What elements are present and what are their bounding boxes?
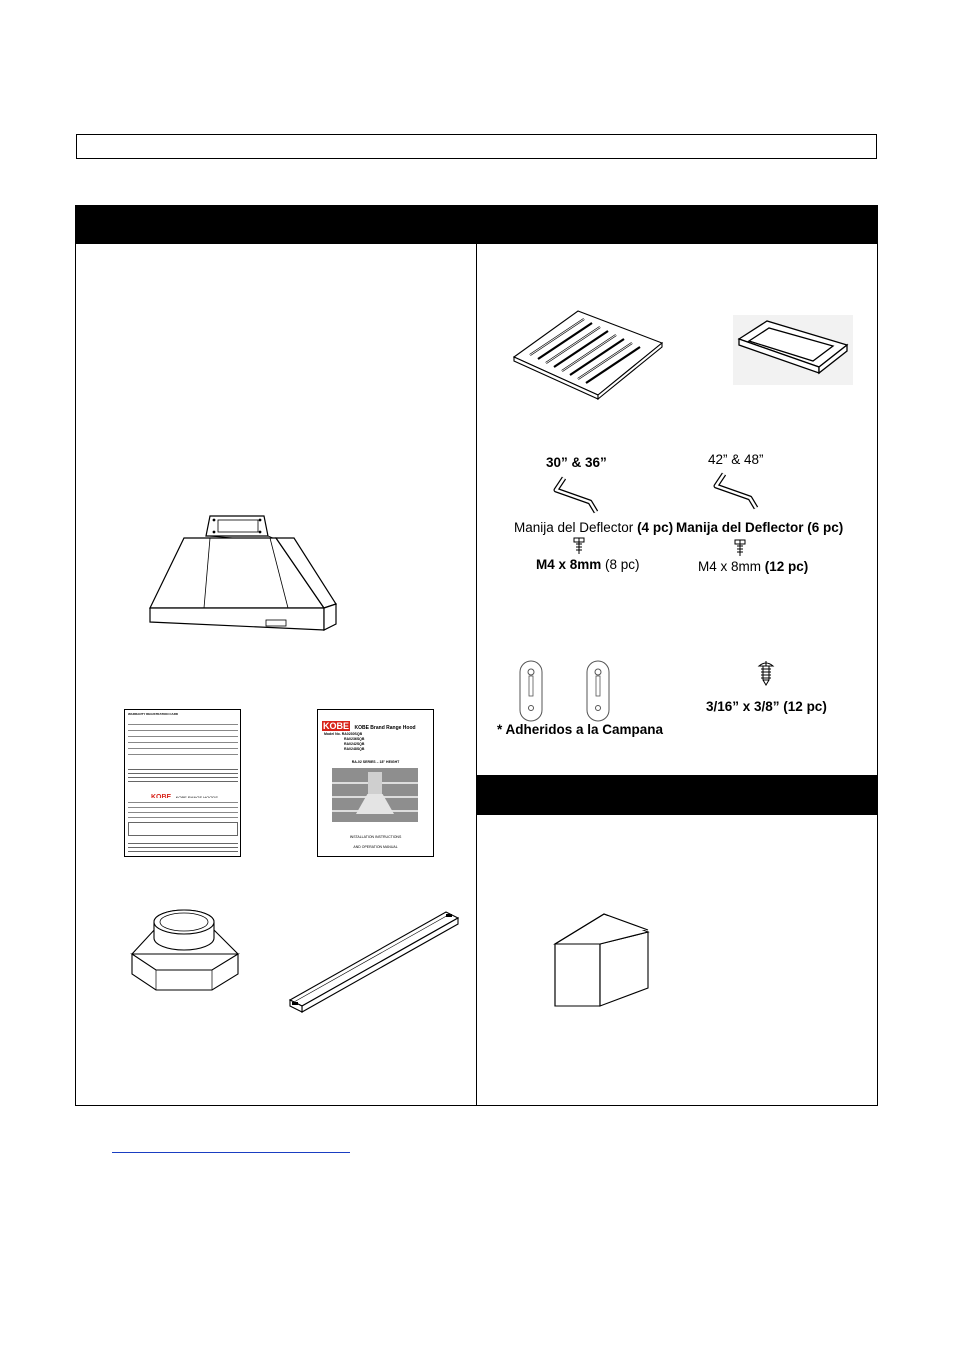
attached-note: * Adheridos a la Campana	[497, 722, 664, 737]
table-divider	[476, 205, 477, 1106]
right-column-header	[477, 205, 878, 244]
wood-screw-icon	[758, 660, 774, 686]
handle-large-count: (6 pc)	[807, 520, 844, 535]
manual-brand-title: KOBE Brand Range Hood	[354, 725, 416, 731]
size-label-42-48	[708, 452, 764, 467]
wood-screw-label: 3/16” x 3/8” (12 pc)	[706, 699, 827, 714]
screw-m4-small-icon	[573, 537, 585, 555]
screw-small-name: M4 x 8mm	[536, 557, 606, 572]
manual-footer-2: AND OPERATION MANUAL	[353, 845, 398, 849]
keyhole-bracket-left-image	[519, 660, 543, 722]
screw-large-count: (12 pc)	[764, 559, 809, 574]
chimney-cover-image	[554, 910, 652, 1010]
handle-small-label	[514, 520, 673, 535]
screw-large-name: M4 x 8mm	[698, 559, 765, 574]
handle-large-name: Manija del Deflector	[676, 520, 808, 535]
manual-cover-image	[317, 709, 434, 857]
handle-small-count: (4 pc)	[637, 520, 674, 535]
handle-large-label	[676, 520, 843, 535]
manual-hood-photo	[332, 768, 418, 822]
manual-kobe-logo: KOBE	[323, 721, 350, 731]
manual-model-4: RA0248SQB	[344, 747, 365, 751]
manual-model-2: RA0236SQB	[344, 737, 365, 741]
handle-small-name: Manija del Deflector	[514, 520, 638, 535]
footer-link-underline[interactable]	[112, 1152, 350, 1153]
manual-model-label: Model No.	[324, 732, 341, 736]
screw-large-label	[698, 559, 808, 574]
deflector-handle-large-image	[712, 472, 760, 514]
warranty-card-heading: WARRANTY REGISTRATION CARD	[128, 712, 179, 716]
manual-model-3: RA0242SQB	[344, 742, 365, 746]
extra-parts-header	[477, 775, 878, 815]
deflector-handle-small-image	[552, 476, 600, 518]
duct-collar-image	[126, 908, 241, 994]
screw-small-count: (8 pc)	[605, 557, 640, 572]
screw-small-label	[536, 557, 640, 572]
keyhole-bracket-right-image	[586, 660, 610, 722]
manual-series: RA-02 SERIES – 18" HEIGHT	[351, 760, 400, 764]
screw-m4-large-icon	[734, 539, 746, 557]
size-label-42-48-text: 42” & 48”	[708, 452, 764, 467]
manual-model-1: RA0230SQB	[341, 732, 363, 736]
filter-frame-image	[733, 315, 853, 385]
manual-footer-1: INSTALLATION INSTRUCTIONS	[349, 835, 402, 839]
range-hood-image	[148, 512, 338, 642]
section-title-box	[76, 134, 877, 159]
warranty-card-image	[124, 709, 241, 857]
left-column-header	[75, 205, 476, 244]
size-label-30-36: 30” & 36”	[546, 455, 607, 470]
mounting-bracket-image	[286, 908, 464, 1020]
grease-filter-image	[510, 307, 666, 401]
